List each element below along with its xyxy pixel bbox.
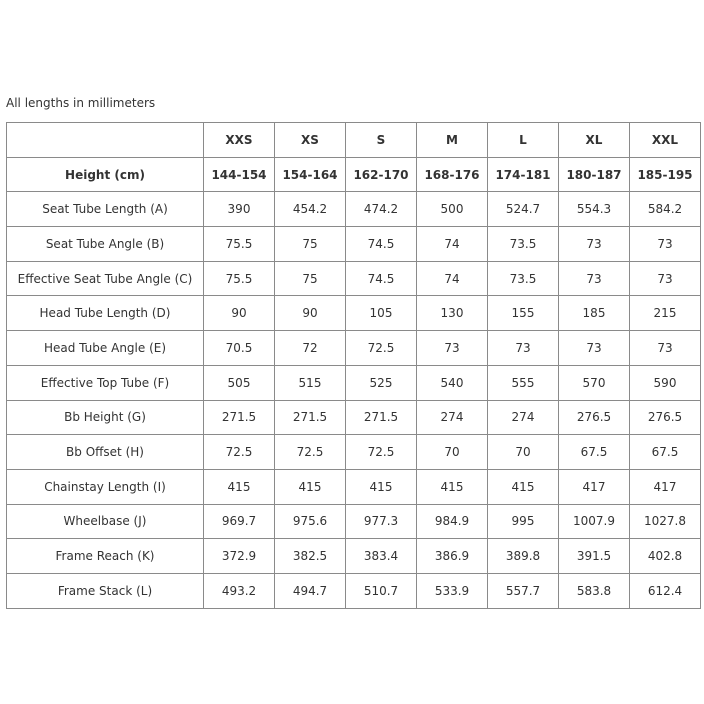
- table-row: [7, 435, 701, 470]
- row-label-cell: Seat Tube Length (A): [7, 192, 204, 227]
- value-cell: 415: [275, 469, 346, 504]
- value-cell: 72: [275, 331, 346, 366]
- value-cell: 474.2: [346, 192, 417, 227]
- value-cell: 276.5: [559, 400, 630, 435]
- value-cell: 72.5: [346, 331, 417, 366]
- value-cell: 74: [417, 261, 488, 296]
- value-cell: 383.4: [346, 539, 417, 574]
- value-cell: 276.5: [630, 400, 701, 435]
- value-cell: 90: [204, 296, 275, 331]
- value-cell: 90: [275, 296, 346, 331]
- value-cell: 185: [559, 296, 630, 331]
- row-label-cell: Chainstay Length (I): [7, 469, 204, 504]
- value-cell: 73: [630, 331, 701, 366]
- value-cell: 570: [559, 365, 630, 400]
- value-cell: 67.5: [559, 435, 630, 470]
- row-label-cell: Effective Top Tube (F): [7, 365, 204, 400]
- height-label-cell: Height (cm): [7, 157, 204, 192]
- table-row: [7, 539, 701, 574]
- row-label-cell: Wheelbase (J): [7, 504, 204, 539]
- value-cell: 67.5: [630, 435, 701, 470]
- row-label-cell: Effective Seat Tube Angle (C): [7, 261, 204, 296]
- value-cell: 415: [204, 469, 275, 504]
- value-cell: 415: [488, 469, 559, 504]
- height-cell: 168-176: [417, 157, 488, 192]
- value-cell: 510.7: [346, 573, 417, 608]
- value-cell: 415: [346, 469, 417, 504]
- value-cell: 105: [346, 296, 417, 331]
- value-cell: 415: [417, 469, 488, 504]
- geometry-table-body: [7, 157, 701, 608]
- row-label-cell: Head Tube Length (D): [7, 296, 204, 331]
- value-cell: 1027.8: [630, 504, 701, 539]
- value-cell: 271.5: [204, 400, 275, 435]
- height-cell: 174-181: [488, 157, 559, 192]
- value-cell: 995: [488, 504, 559, 539]
- value-cell: 73.5: [488, 261, 559, 296]
- height-cell: 162-170: [346, 157, 417, 192]
- value-cell: 74.5: [346, 227, 417, 262]
- table-row: [7, 227, 701, 262]
- value-cell: 72.5: [346, 435, 417, 470]
- row-label-cell: Frame Reach (K): [7, 539, 204, 574]
- table-row: [7, 261, 701, 296]
- value-cell: 70: [488, 435, 559, 470]
- value-cell: 382.5: [275, 539, 346, 574]
- value-cell: 274: [488, 400, 559, 435]
- size-header-xxs: XXS: [204, 123, 275, 158]
- header-corner-cell: [7, 123, 204, 158]
- size-header-m: M: [417, 123, 488, 158]
- size-header-xl: XL: [559, 123, 630, 158]
- value-cell: 500: [417, 192, 488, 227]
- value-cell: 73: [417, 331, 488, 366]
- value-cell: 73: [488, 331, 559, 366]
- value-cell: 977.3: [346, 504, 417, 539]
- value-cell: 525: [346, 365, 417, 400]
- value-cell: 271.5: [275, 400, 346, 435]
- size-header-l: L: [488, 123, 559, 158]
- value-cell: 524.7: [488, 192, 559, 227]
- height-cell: 180-187: [559, 157, 630, 192]
- table-row: [7, 573, 701, 608]
- value-cell: 75.5: [204, 261, 275, 296]
- height-cell: 144-154: [204, 157, 275, 192]
- units-note: All lengths in millimeters: [6, 96, 156, 110]
- value-cell: 417: [630, 469, 701, 504]
- row-label-cell: Frame Stack (L): [7, 573, 204, 608]
- value-cell: 984.9: [417, 504, 488, 539]
- value-cell: 402.8: [630, 539, 701, 574]
- value-cell: 515: [275, 365, 346, 400]
- table-row: [7, 331, 701, 366]
- value-cell: 73: [559, 261, 630, 296]
- height-cell: 154-164: [275, 157, 346, 192]
- row-label-cell: Seat Tube Angle (B): [7, 227, 204, 262]
- value-cell: 372.9: [204, 539, 275, 574]
- value-cell: 75: [275, 261, 346, 296]
- table-row: [7, 296, 701, 331]
- height-cell: 185-195: [630, 157, 701, 192]
- value-cell: 73: [630, 227, 701, 262]
- value-cell: 505: [204, 365, 275, 400]
- row-label-cell: Head Tube Angle (E): [7, 331, 204, 366]
- value-cell: 969.7: [204, 504, 275, 539]
- value-cell: 454.2: [275, 192, 346, 227]
- value-cell: 540: [417, 365, 488, 400]
- value-cell: 72.5: [204, 435, 275, 470]
- value-cell: 975.6: [275, 504, 346, 539]
- value-cell: 73: [559, 227, 630, 262]
- table-row: [7, 192, 701, 227]
- value-cell: 391.5: [559, 539, 630, 574]
- value-cell: 73.5: [488, 227, 559, 262]
- value-cell: 584.2: [630, 192, 701, 227]
- value-cell: 74.5: [346, 261, 417, 296]
- value-cell: 130: [417, 296, 488, 331]
- value-cell: 75.5: [204, 227, 275, 262]
- value-cell: 583.8: [559, 573, 630, 608]
- value-cell: 1007.9: [559, 504, 630, 539]
- value-cell: 271.5: [346, 400, 417, 435]
- value-cell: 155: [488, 296, 559, 331]
- value-cell: 390: [204, 192, 275, 227]
- value-cell: 386.9: [417, 539, 488, 574]
- geometry-table: [6, 122, 701, 609]
- value-cell: 494.7: [275, 573, 346, 608]
- size-header-s: S: [346, 123, 417, 158]
- value-cell: 590: [630, 365, 701, 400]
- value-cell: 612.4: [630, 573, 701, 608]
- value-cell: 554.3: [559, 192, 630, 227]
- table-row: [7, 504, 701, 539]
- table-row: [7, 469, 701, 504]
- value-cell: 389.8: [488, 539, 559, 574]
- value-cell: 75: [275, 227, 346, 262]
- row-label-cell: Bb Offset (H): [7, 435, 204, 470]
- value-cell: 70.5: [204, 331, 275, 366]
- row-label-cell: Bb Height (G): [7, 400, 204, 435]
- value-cell: 274: [417, 400, 488, 435]
- value-cell: 73: [559, 331, 630, 366]
- value-cell: 70: [417, 435, 488, 470]
- value-cell: 557.7: [488, 573, 559, 608]
- value-cell: 72.5: [275, 435, 346, 470]
- value-cell: 533.9: [417, 573, 488, 608]
- value-cell: 555: [488, 365, 559, 400]
- size-header-row: [7, 123, 701, 158]
- size-header-xxl: XXL: [630, 123, 701, 158]
- value-cell: 74: [417, 227, 488, 262]
- table-row: [7, 365, 701, 400]
- value-cell: 417: [559, 469, 630, 504]
- height-row: [7, 157, 701, 192]
- value-cell: 493.2: [204, 573, 275, 608]
- table-row: [7, 400, 701, 435]
- size-header-xs: XS: [275, 123, 346, 158]
- value-cell: 215: [630, 296, 701, 331]
- value-cell: 73: [630, 261, 701, 296]
